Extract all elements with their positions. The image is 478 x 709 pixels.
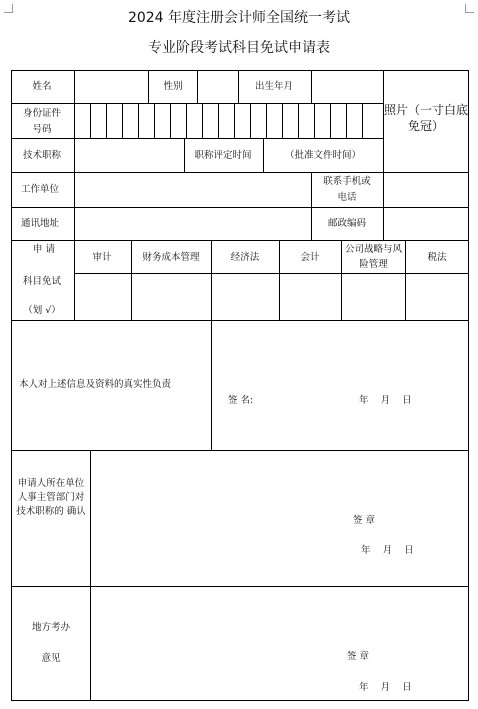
- local-seal-label: 签 章: [347, 651, 370, 662]
- strategy-check-cell[interactable]: [342, 274, 405, 320]
- local-opinion-line1: 地方考办: [31, 622, 71, 633]
- col-line: [184, 138, 185, 173]
- address-label: 通讯地址: [20, 218, 60, 229]
- row-line: [11, 138, 383, 139]
- id-box-line: [106, 103, 107, 139]
- row-line: [11, 240, 469, 241]
- work-unit-label: 工作单位: [20, 184, 60, 195]
- form-title: 2024 年度注册会计师全国统一考试: [127, 10, 351, 26]
- row-line: [11, 586, 469, 587]
- id-box-line: [170, 103, 171, 139]
- gender-label: 性别: [163, 81, 183, 92]
- subject-financial-cost-management: 财务成本管理: [142, 252, 200, 263]
- col-line: [238, 70, 239, 104]
- subject-audit: 审计: [92, 252, 112, 263]
- photo-label: 照片（一寸白底免冠）: [384, 103, 469, 133]
- subject-tax-law: 税法: [427, 252, 447, 263]
- unit-seal-label: 签 章: [353, 515, 376, 526]
- exempt-label-line2: 科目免试: [22, 276, 62, 287]
- subject-strategy-cell: [342, 242, 405, 272]
- audit-check-cell[interactable]: [75, 274, 131, 320]
- id-box-line: [330, 103, 331, 139]
- declaration-date: 年 月 日: [359, 395, 412, 406]
- row-line: [11, 172, 469, 173]
- unit-confirm-label: 申请人所在单位人事主管部门对技术职称的 确认: [16, 478, 86, 517]
- id-label-line1: 身份证件: [22, 108, 62, 119]
- exempt-label-line1: 申 请: [32, 244, 56, 255]
- declaration-text: 本人对上述信息及资料的真实性负责: [19, 379, 172, 390]
- exempt-label-line3: （划 √）: [23, 305, 61, 316]
- financial-cost-check-cell[interactable]: [132, 274, 211, 320]
- form-subtitle: 专业阶段考试科目免试申请表: [148, 40, 330, 56]
- phone-label-line2: 电话: [337, 192, 357, 203]
- id-box-line: [298, 103, 299, 139]
- id-box-line: [154, 103, 155, 139]
- id-box-line: [138, 103, 139, 139]
- local-opinion-date: 年 月 日: [359, 682, 412, 693]
- id-box-line: [234, 103, 235, 139]
- row-line: [11, 207, 469, 208]
- title-date-label: 职称评定时间: [194, 150, 252, 161]
- sign-name-label: 签 名:: [228, 395, 254, 406]
- photo-area: [384, 102, 468, 134]
- id-box-line: [266, 103, 267, 139]
- tax-law-check-cell[interactable]: [406, 274, 468, 320]
- col-line: [211, 320, 212, 451]
- economic-law-check-cell[interactable]: [212, 274, 279, 320]
- border-bottom: [11, 700, 469, 701]
- approval-time-label: （批准文件时间）: [284, 150, 362, 161]
- border-left: [11, 70, 12, 701]
- postcode-label: 邮政编码: [327, 218, 367, 229]
- id-box-line: [218, 103, 219, 139]
- id-box-line: [122, 103, 123, 139]
- id-box-line: [282, 103, 283, 139]
- subject-strategy-risk: 公司战略与风险管理: [344, 244, 402, 270]
- local-opinion-line2: 意见: [41, 653, 61, 664]
- tech-title-label: 技术职称: [22, 150, 62, 161]
- id-box-line: [346, 103, 347, 139]
- application-form: [11, 70, 469, 701]
- subject-economic-law: 经济法: [230, 252, 260, 263]
- col-line: [263, 138, 264, 173]
- id-box-line: [362, 103, 363, 139]
- border-right: [468, 70, 469, 701]
- subject-accounting: 会计: [300, 252, 320, 263]
- phone-label-line1: 联系手机或: [323, 176, 371, 187]
- name-label: 姓名: [32, 81, 52, 92]
- col-line: [311, 70, 312, 104]
- row-line: [11, 450, 469, 451]
- col-line: [90, 450, 91, 701]
- id-label-line2: 号码: [32, 124, 52, 135]
- id-box-line: [202, 103, 203, 139]
- row-line: [11, 320, 469, 321]
- col-line: [197, 70, 198, 104]
- unit-confirm-cell: [15, 477, 87, 519]
- col-line: [311, 172, 312, 241]
- col-line: [383, 172, 384, 241]
- birth-label: 出生年月: [254, 81, 294, 92]
- id-box-line: [186, 103, 187, 139]
- id-box-line: [90, 103, 91, 139]
- unit-confirm-date: 年 月 日: [361, 545, 414, 556]
- border-top: [11, 70, 469, 71]
- id-box-line: [250, 103, 251, 139]
- accounting-check-cell[interactable]: [280, 274, 341, 320]
- id-box-line: [314, 103, 315, 139]
- col-line: [148, 70, 149, 104]
